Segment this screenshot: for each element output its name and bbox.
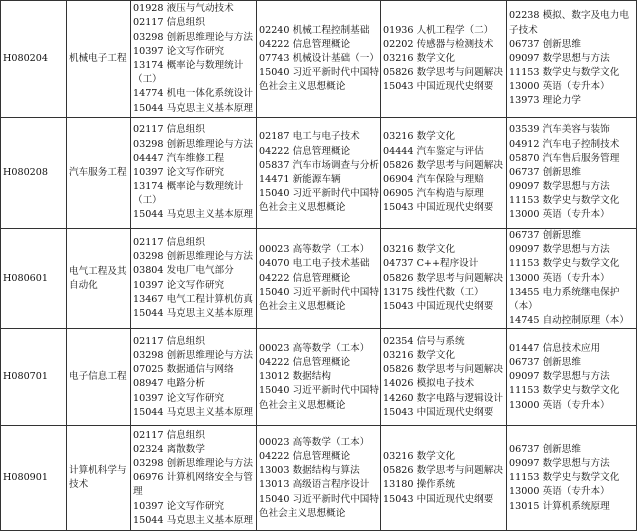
course-item: 05826 数学思考与问题解决 <box>383 465 503 477</box>
course-item: 13013 高级语言程序设计 <box>259 479 370 491</box>
major-code: H080901 <box>1 426 67 531</box>
course-item: 14260 数字电路与逻辑设计 <box>383 392 503 404</box>
major-name: 计算机科学与技术 <box>67 426 131 531</box>
course-item: 04447 汽车维修工程 <box>133 152 225 164</box>
course-item: 03804 发电厂电气部分 <box>133 265 234 277</box>
course-item: 13000 英语（专升本） <box>509 272 610 284</box>
course-item: 11153 数学史与数学文化 <box>509 258 620 270</box>
major-code: H080701 <box>1 329 67 426</box>
course-item: 00023 高等数学（工本） <box>259 436 370 448</box>
course-item: 04222 信息管理概论 <box>259 357 351 369</box>
course-item: 02354 信号与系统 <box>383 335 465 347</box>
course-cell <box>381 329 507 426</box>
course-item: 06737 创新思维 <box>509 230 581 241</box>
course-cell <box>257 1 381 118</box>
course-cell <box>131 426 257 531</box>
course-item: 01936 人机工程学（二） <box>383 24 494 36</box>
course-item: 15040 习近平新时代中国特色社会主义思想概论 <box>259 67 379 93</box>
course-item: 14745 自动控制原理（本） <box>509 315 629 327</box>
course-item: 13003 数据结构与算法 <box>259 465 360 477</box>
course-item: 04912 汽车电子控制技术 <box>509 138 620 150</box>
course-item: 01447 信息技术应用 <box>509 342 601 354</box>
course-item: 02187 电工与电子技术 <box>259 131 360 143</box>
major-code: H080601 <box>1 229 67 329</box>
course-item: 05826 数学思考与问题解决 <box>383 272 503 284</box>
course-item: 02238 模拟、数字及电力电子技术 <box>509 10 629 36</box>
course-cell <box>131 329 257 426</box>
course-cell <box>131 229 257 329</box>
course-item: 02324 离散数学 <box>133 443 205 455</box>
course-cell <box>507 118 637 229</box>
course-item: 03216 数学文化 <box>383 131 455 143</box>
course-item: 14774 机电一体化系统设计 <box>133 88 253 100</box>
course-item: 06905 汽车构造与原理 <box>383 188 484 200</box>
course-item: 06737 创新思维 <box>509 166 581 178</box>
course-item: 15044 马克思主义基本原理 <box>133 102 253 114</box>
course-item: 05826 数学思考与问题解决 <box>383 159 503 171</box>
course-cell <box>507 329 637 426</box>
course-item: 04222 信息管理概论 <box>259 450 351 462</box>
course-item: 00023 高等数学（工本） <box>259 342 370 354</box>
course-item: 14471 新能源车辆 <box>259 173 341 185</box>
major-code: H080208 <box>1 118 67 229</box>
course-item: 13000 英语（专升本） <box>509 399 610 411</box>
course-cell <box>507 1 637 118</box>
course-item: 13455 电力系统继电保护（本） <box>509 286 620 312</box>
course-item: 15040 习近平新时代中国特色社会主义思想概论 <box>259 493 379 519</box>
course-item: 11153 数学史与数学文化 <box>509 385 620 397</box>
course-item: 13973 理论力学 <box>509 95 581 107</box>
course-cell <box>381 1 507 118</box>
course-item: 04222 信息管理概论 <box>259 145 351 157</box>
course-item: 02117 信息组织 <box>133 335 205 347</box>
course-item: 08947 电路分析 <box>133 378 205 390</box>
table-row <box>1 1 637 118</box>
major-name: 汽车服务工程 <box>67 118 131 229</box>
course-item: 04444 汽车鉴定与评估 <box>383 145 484 157</box>
course-item: 10397 论文写作研究 <box>133 500 225 512</box>
table-row <box>1 229 637 329</box>
course-item: 15043 中国近现代史纲要 <box>383 406 494 418</box>
major-code: H080204 <box>1 1 67 118</box>
course-item: 05826 数学思考与问题解决 <box>383 364 503 376</box>
course-item: 01928 液压与气动技术 <box>133 3 234 15</box>
course-item: 13174 概率论与数理统计（工） <box>133 59 244 86</box>
course-item: 03216 数学文化 <box>383 244 455 256</box>
major-name: 机械电子工程 <box>67 1 131 118</box>
course-item: 15044 马克思主义基本原理 <box>133 209 253 221</box>
course-item: 15044 马克思主义基本原理 <box>133 308 253 320</box>
table-row <box>1 118 637 229</box>
course-item: 09097 数学思想与方法 <box>509 52 610 64</box>
course-item: 02117 信息组织 <box>133 429 205 441</box>
course-item: 10397 论文写作研究 <box>133 392 225 404</box>
course-item: 00023 高等数学（工本） <box>259 244 370 256</box>
course-item: 10397 论文写作研究 <box>133 45 225 57</box>
course-cell <box>381 426 507 531</box>
course-item: 06976 计算机网络安全与管理 <box>133 472 253 498</box>
course-item: 06737 创新思维 <box>509 38 581 50</box>
course-item: 02117 信息组织 <box>133 17 205 29</box>
course-item: 03298 创新思维理论与方法 <box>133 349 253 361</box>
course-item: 15044 马克思主义基本原理 <box>133 406 253 418</box>
course-item: 10397 论文写作研究 <box>133 166 225 178</box>
course-item: 11153 数学史与数学文化 <box>509 195 620 207</box>
course-item: 06737 创新思维 <box>509 357 581 369</box>
course-item: 15044 马克思主义基本原理 <box>133 514 253 526</box>
course-item: 04737 C++程序设计 <box>383 258 479 270</box>
course-item: 13467 电气工程计算机仿真 <box>133 293 253 305</box>
course-item: 07743 机械设计基础（一） <box>259 52 379 64</box>
course-item: 03216 数学文化 <box>383 52 455 64</box>
course-item: 02202 传感器与检测技术 <box>383 38 494 50</box>
course-item: 15043 中国近现代史纲要 <box>383 493 494 505</box>
course-item: 02117 信息组织 <box>133 237 205 249</box>
course-cell <box>257 426 381 531</box>
course-item: 15043 中国近现代史纲要 <box>383 202 494 214</box>
course-item: 13000 英语（专升本） <box>509 209 610 221</box>
table-row <box>1 426 637 531</box>
course-item: 09097 数学思想与方法 <box>509 371 610 383</box>
course-cell <box>131 118 257 229</box>
course-item: 04222 信息管理概论 <box>259 38 351 50</box>
course-item: 13180 操作系统 <box>383 479 455 491</box>
course-item: 13015 计算机系统原理 <box>509 500 610 512</box>
course-item: 03539 汽车美容与装饰 <box>509 124 610 136</box>
course-item: 15040 习近平新时代中国特色社会主义思想概论 <box>259 385 379 411</box>
course-item: 02240 机械工程控制基础 <box>259 24 370 36</box>
course-item: 13000 英语（专升本） <box>509 486 610 498</box>
course-item: 13012 数据结构 <box>259 371 331 383</box>
course-item: 15043 中国近现代史纲要 <box>383 300 494 312</box>
course-item: 04070 电工电子技术基础 <box>259 258 370 270</box>
course-item: 11153 数学史与数学文化 <box>509 67 620 79</box>
course-item: 02117 信息组织 <box>133 124 205 136</box>
course-item: 10397 论文写作研究 <box>133 279 225 291</box>
course-item: 05870 汽车售后服务管理 <box>509 152 620 164</box>
course-item: 11153 数学史与数学文化 <box>509 472 620 484</box>
course-item: 15040 习近平新时代中国特色社会主义思想概论 <box>259 188 379 214</box>
course-cell <box>507 426 637 531</box>
course-item: 15040 习近平新时代中国特色社会主义思想概论 <box>259 286 379 312</box>
course-cell <box>257 329 381 426</box>
major-name: 电子信息工程 <box>67 329 131 426</box>
course-item: 09097 数学思想与方法 <box>509 244 610 256</box>
course-item: 06904 汽车保险与理赔 <box>383 174 484 185</box>
course-item: 14026 模拟电子技术 <box>383 378 475 390</box>
course-item: 09097 数学思想与方法 <box>509 181 610 193</box>
course-item: 15043 中国近现代史纲要 <box>383 81 494 93</box>
course-item: 04222 信息管理概论 <box>259 272 351 284</box>
course-cell <box>257 229 381 329</box>
course-cell <box>257 118 381 229</box>
course-item: 05837 汽车市场调查与分析 <box>259 159 379 171</box>
course-cell <box>381 229 507 329</box>
course-item: 13000 英语（专升本） <box>509 81 610 93</box>
course-cell <box>507 229 637 329</box>
course-item: 03216 数学文化 <box>383 349 455 361</box>
course-cell <box>381 118 507 229</box>
course-item: 06737 创新思维 <box>509 443 581 455</box>
major-name: 电气工程及其自动化 <box>67 229 131 329</box>
course-item: 13175 线性代数（工） <box>383 286 484 298</box>
course-item: 03298 创新思维理论与方法 <box>133 458 253 470</box>
course-item: 05826 数学思考与问题解决 <box>383 67 503 79</box>
table-row <box>1 329 637 426</box>
course-item: 13174 概率论与数理统计（工） <box>133 181 244 207</box>
course-item: 03298 创新思维理论与方法 <box>133 138 253 150</box>
course-item: 03216 数学文化 <box>383 450 455 462</box>
course-item: 07025 数据通信与网络 <box>133 364 234 376</box>
course-item: 09097 数学思想与方法 <box>509 458 610 470</box>
course-cell <box>131 1 257 118</box>
course-item: 03298 创新思维理论与方法 <box>133 251 253 263</box>
course-item: 03298 创新思维理论与方法 <box>133 31 253 43</box>
